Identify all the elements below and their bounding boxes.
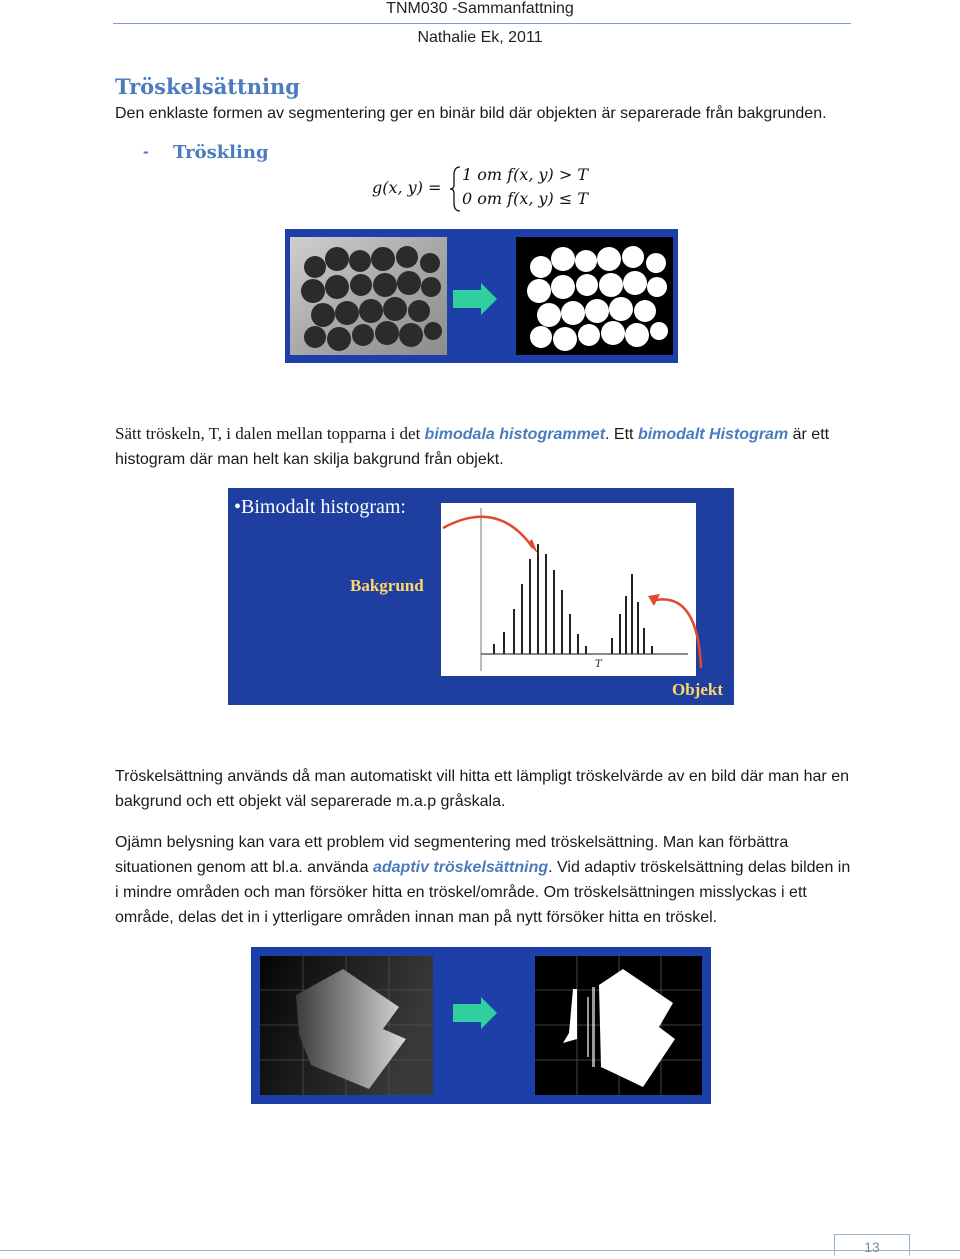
bullet-label: Tröskling [173, 142, 269, 163]
bimodal-text-1: Sätt tröskeln, T, i dalen mellan topparna i det [115, 424, 425, 443]
intro-paragraph: Den enklaste formen av segmentering ger en binär bild där objekten är separerade från bakgrunden. [115, 105, 827, 122]
threshold-example-figure [285, 229, 678, 363]
adaptive-threshold-term: adaptiv tröskelsättning [372, 859, 549, 876]
section-heading: Tröskelsättning [115, 74, 300, 99]
adaptive-threshold-image [251, 947, 711, 1104]
arrow-right-icon [453, 283, 497, 315]
adaptive-threshold-figure [251, 947, 711, 1104]
running-header-title: TNM030 -Sammanfattning [386, 0, 574, 17]
bimodal-text-2: . Ett [605, 426, 638, 443]
bimodal-paragraph [115, 421, 855, 472]
histogram-title: •Bimodalt histogram: [234, 496, 406, 518]
footer-rule [0, 1250, 960, 1251]
bimodal-histogram-term-2: bimodalt Histogram [637, 426, 789, 443]
bimodal-text-3: är ett histogram där man helt kan skilja bakgrund från objekt. [115, 426, 830, 468]
arrow-right-icon [453, 997, 497, 1029]
header-rule [113, 23, 851, 24]
threshold-example-image [285, 229, 678, 363]
background-label: Bakgrund [350, 576, 424, 595]
formula-lhs: g(x, y) = [372, 178, 442, 197]
object-label: Objekt [672, 680, 723, 699]
adaptive-threshold-paragraph [115, 830, 855, 930]
bullet-dash: - [143, 142, 149, 161]
running-header-author: Nathalie Ek, 2011 [417, 29, 543, 46]
bimodal-histogram-figure [228, 488, 734, 705]
threshold-usage-paragraph: Tröskelsättning används då man automatiskt vill hitta ett lämpligt tröskelvärde av en bild där man har en bakgrund och ett objekt väl separerade m.a.p gråskala. [115, 768, 849, 810]
histogram-panel [441, 503, 696, 676]
bimodal-histogram-term-1: bimodala histogrammet [424, 426, 606, 443]
page-number: 13 [834, 1234, 910, 1256]
bimodal-histogram-image [228, 488, 734, 705]
adaptive-text-2: . Vid adaptiv tröskelsättning delas bilden in i mindre områden och man försöker hitta en tröskel/område. Om tröskelsättningen misslyckas i ett område, delas det in i ytterligare områden innan man på nytt försöker hitta en tröskel. [115, 859, 851, 926]
formula-case-2: 0 om f(x, y) ≤ T [462, 189, 589, 208]
threshold-label: T [595, 659, 602, 670]
threshold-formula [372, 165, 612, 215]
formula-brace [450, 165, 462, 213]
formula-case-1: 1 om f(x, y) > T [462, 165, 589, 184]
adaptive-text-1: Ojämn belysning kan vara ett problem vid segmentering med tröskelsättning. Man kan förbättra situationen genom att bl.a. använda [115, 834, 789, 876]
